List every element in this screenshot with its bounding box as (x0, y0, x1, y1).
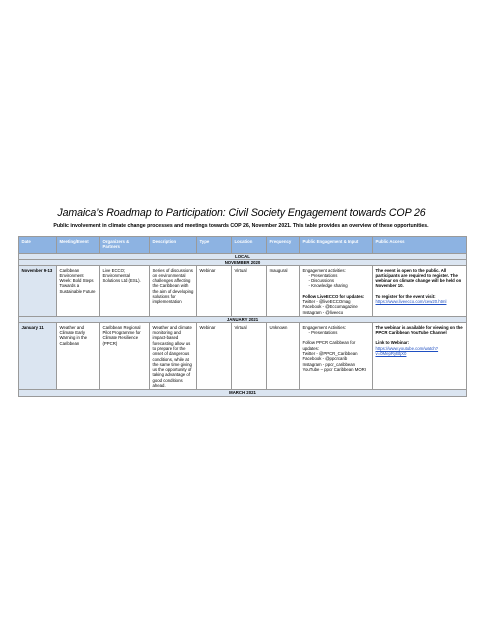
section-november-2020: NOVEMBER 2020 (19, 259, 467, 265)
header-meeting-event: Meeting/Event (57, 237, 100, 254)
header-public-access: Public Access (373, 237, 467, 254)
row-location: Virtual (232, 266, 267, 317)
table-row (19, 266, 467, 317)
row-public-access: The webinar is available for viewing on the PPCR Caribbean YouTube Channel Link to Webinar: https://www.youtube.com/watch?v=0MepRyBtjX0 (373, 323, 467, 390)
list-item: - Presentations (315, 273, 370, 278)
header-date: Date (19, 237, 57, 254)
list-item: - Knowledge sharing (315, 283, 370, 288)
header-public-engagement: Public Engagement & Input (300, 237, 373, 254)
header-type: Type (197, 237, 232, 254)
row-engagement: Engagement activities: - Presentations - Discussions - Knowledge sharing Follow LiveECCO for updates: Twitter - @liveECCOmag Facebook - @Eccomagazine Instagram - @liveeco (300, 266, 373, 317)
section-local: LOCAL (19, 253, 467, 259)
row-date: January 11 (19, 323, 57, 390)
row-organizers: Live ECCO; Environmental Solutions Ltd (ESL). (100, 266, 150, 317)
row-frequency: Unknown (267, 323, 300, 390)
list-item: - Discussions (315, 278, 370, 283)
list-item: - Presentations (315, 330, 370, 335)
row-description: Series of discussions on environmental challenges affecting the Caribbean with the aim of developing solutions for implementation (150, 266, 197, 317)
row-public-access: The event is open to the public. All participants are required to register. The webinar on climate change will be held on November 10. To register for the event visit: https://www.liveecco.com/cew20.html (373, 266, 467, 317)
document-title: Jamaica’s Roadmap to Participation: Civil Society Engagement towards COP 26 (57, 207, 426, 219)
row-location: Virtual (232, 323, 267, 390)
row-date: November 9-13 (19, 266, 57, 317)
register-link[interactable]: https://www.liveecco.com/cew20.html (375, 299, 447, 305)
header-organizers: Organizers & Partners (100, 237, 150, 254)
header-row (19, 237, 467, 254)
section-march-2021: MARCH 2021 (19, 390, 467, 396)
row-event: Caribbean Environment Week: Bold Steps Towards a Sustainable Future (57, 266, 100, 317)
header-description: Description (150, 237, 197, 254)
engagement-list (303, 273, 370, 289)
events-table (18, 236, 467, 397)
header-frequency: Frequency (267, 237, 300, 254)
webinar-link[interactable]: https://www.youtube.com/watch?v=0MepRyBtjX0 (375, 345, 439, 356)
row-engagement: Engagement Activities: - Presentations Follow PPCR Caribbean for updates: Twitter - @PPCR_Caribbean Facebook - @ppcrcarib Instagram - ppcr_caribbean YouTube – ppcr Caribbean MORI (300, 323, 373, 390)
row-type: Webinar (197, 266, 232, 317)
row-description: Weather and climate monitoring and impact-based forecasting allow us to prepare for the onset of dangerous conditions, while at the same time giving us the opportunity of taking advantage of good conditions ahead. (150, 323, 197, 390)
row-event: Weather and Climate Early Warning in the Caribbean (57, 323, 100, 390)
row-frequency: Inaugural (267, 266, 300, 317)
row-organizers: Caribbean Regional Pilot Programme for Climate Resilience (PPCR) (100, 323, 150, 390)
header-location: Location (232, 237, 267, 254)
row-type: Webinar (197, 323, 232, 390)
document-subtitle: Public involvement in climate change processes and meetings towards COP 26, November 2021. This table provides an overview of these opportunities. (53, 223, 429, 229)
table-row (19, 323, 467, 390)
section-january-2021: JANUARY 2021 (19, 316, 467, 322)
